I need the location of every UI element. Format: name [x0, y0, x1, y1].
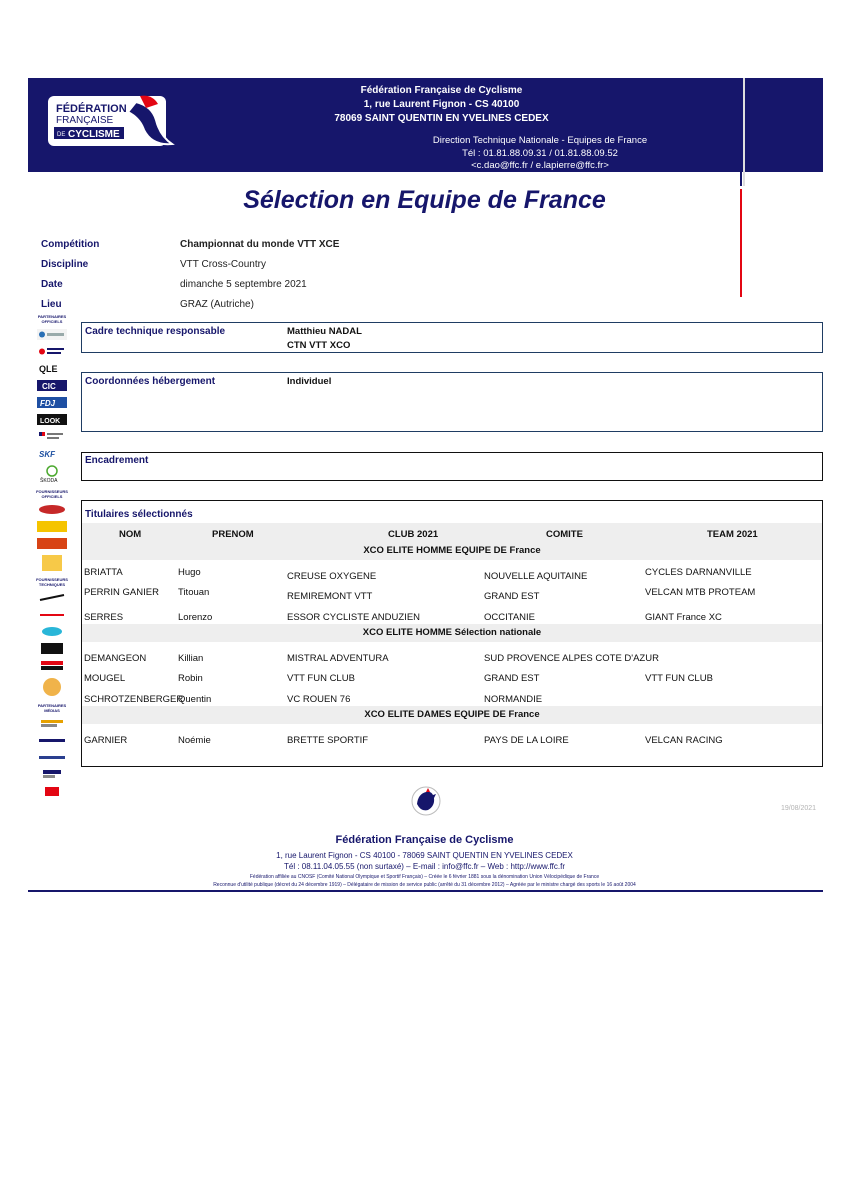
sponsor-logo-15 [37, 643, 67, 654]
footer-address: 1, rue Laurent Fignon - CS 40100 - 78069 SAINT QUENTIN EN YVELINES CEDEX [276, 851, 573, 860]
row-prenom: Lorenzo [178, 612, 213, 623]
sponsor-logo-cic [37, 380, 67, 391]
col-prenom: PRENOM [212, 529, 254, 540]
row-nom: SERRES [84, 612, 124, 623]
dtn-phone: Tél : 01.81.88.09.31 / 01.81.88.09.52 [462, 147, 618, 159]
sponsor-logo-16 [37, 660, 67, 671]
encadrement-label: Encadrement [85, 455, 149, 466]
svg-text:FDJ: FDJ [40, 399, 56, 408]
category-row: XCO ELITE HOMME Sélection nationale [82, 624, 822, 642]
rooster-icon [408, 782, 444, 818]
row-comite: GRAND EST [484, 673, 540, 684]
row-comite: GRAND EST [484, 591, 540, 602]
sponsor-logo-skoda [37, 465, 67, 483]
row-team: CYCLES DARNANVILLE [645, 567, 752, 578]
sponsor-logo-20 [37, 752, 67, 763]
sponsor-logo-12 [37, 592, 67, 603]
hebergement-label: Coordonnées hébergement [85, 376, 216, 387]
sponsor-logo-13 [37, 609, 67, 620]
lieu-label: Lieu [41, 298, 62, 310]
letterhead-banner [28, 78, 823, 172]
titulaires-label: Titulaires sélectionnés [85, 509, 193, 520]
hebergement-box [81, 372, 823, 432]
category-row: XCO ELITE DAMES EQUIPE DE France [82, 706, 822, 724]
svg-text:SKF: SKF [39, 450, 55, 459]
row-prenom: Robin [178, 673, 203, 684]
sponsor-logo-14 [37, 626, 67, 637]
sponsor-logo-9 [37, 521, 67, 532]
discipline-value: VTT Cross-Country [180, 258, 266, 270]
sponsor-logo-look [37, 414, 67, 425]
row-club: VTT FUN CLUB [287, 673, 355, 684]
row-club: VC ROUEN 76 [287, 694, 351, 705]
footer [0, 834, 849, 889]
sponsor-heading-technical: FOURNISSEURS TECHNIQUES [36, 577, 68, 587]
competition-value: Championnat du monde VTT XCE [180, 238, 340, 250]
federation-address-1: 1, rue Laurent Fignon - CS 40100 [363, 99, 520, 110]
sponsor-heading-official: PARTENAIRES OFFICIELS [37, 314, 67, 324]
row-comite: SUD PROVENCE ALPES COTE D'AZUR [484, 653, 659, 664]
row-club: ESSOR CYCLISTE ANDUZIEN [287, 612, 421, 623]
competition-label: Compétition [41, 238, 100, 250]
row-prenom: Killian [178, 653, 204, 664]
row-nom: MOUGEL [84, 673, 126, 684]
lieu-value: GRAZ (Autriche) [180, 298, 254, 310]
dtn-emails: <c.dao@ffc.fr / e.lapierre@ffc.fr> [471, 160, 609, 171]
svg-text:ŠKODA: ŠKODA [40, 478, 58, 483]
sponsor-logo-qle [37, 363, 67, 374]
sponsor-heading-suppliers: FOURNISSEURS OFFICIELS [36, 489, 68, 499]
sponsor-logo-22 [37, 786, 67, 797]
col-nom: NOM [119, 529, 142, 540]
sponsor-logo-21 [37, 769, 67, 780]
row-nom: BRIATTA [84, 567, 123, 578]
row-nom: SCHROTZENBERGER [84, 694, 184, 705]
row-comite: NOUVELLE AQUITAINE [484, 571, 588, 582]
page-title: Sélection en Equipe de France [243, 186, 606, 214]
sponsor-logo-2 [37, 346, 67, 357]
category-row: XCO ELITE HOMME EQUIPE DE France [82, 542, 822, 560]
cadre-technique-name: Matthieu NADAL [287, 326, 362, 337]
row-prenom: Noémie [178, 735, 211, 746]
sponsor-logo-10 [37, 538, 67, 549]
row-nom: PERRIN GANIER [84, 587, 159, 598]
row-prenom: Titouan [178, 587, 210, 598]
document-date: 19/08/2021 [781, 805, 817, 812]
cadre-technique-box [81, 322, 823, 353]
cadre-technique-label: Cadre technique responsable [85, 326, 226, 337]
col-club: CLUB 2021 [388, 529, 439, 540]
date-value: dimanche 5 septembre 2021 [180, 278, 307, 290]
row-comite: PAYS DE LA LOIRE [484, 735, 569, 746]
svg-text:DE: DE [57, 132, 66, 138]
footer-federation-name: Fédération Française de Cyclisme [335, 834, 514, 846]
row-team: VELCAN RACING [645, 735, 723, 746]
sponsor-logo-11 [37, 555, 67, 571]
row-comite: NORMANDIE [484, 694, 543, 705]
row-prenom: Quentin [178, 694, 212, 705]
dtn-label: Direction Technique Nationale - Equipes de France [432, 135, 648, 146]
svg-text:QLE: QLE [39, 364, 58, 374]
federation-address-2: 78069 SAINT QUENTIN EN YVELINES CEDEX [334, 113, 549, 124]
row-club: CREUSE OXYGENE [287, 571, 377, 582]
row-comite: OCCITANIE [484, 612, 536, 623]
sponsor-logo-fdj [37, 397, 67, 408]
row-team: VELCAN MTB PROTEAM [645, 587, 756, 598]
cadre-technique-role: CTN VTT XCO [287, 340, 351, 351]
col-comite: COMITE [546, 529, 583, 540]
row-club: MISTRAL ADVENTURA [287, 653, 389, 664]
row-prenom: Hugo [178, 567, 201, 578]
sponsor-logo-1 [37, 329, 67, 340]
encadrement-box [81, 452, 823, 481]
sponsor-logo-17 [37, 677, 67, 697]
svg-text:CIC: CIC [42, 382, 56, 391]
sponsor-logo-8 [37, 504, 67, 515]
date-label: Date [41, 278, 63, 290]
svg-text:FRANÇAISE: FRANÇAISE [56, 115, 114, 126]
sponsor-heading-media: PARTENAIRES MÉDIAS [37, 703, 67, 713]
discipline-label: Discipline [41, 258, 89, 270]
footer-contact: Tél : 08.11.04.05.55 (non surtaxé) – E-mail : info@ffc.fr – Web : http://www.ffc.fr [284, 862, 565, 871]
table-header [82, 523, 822, 543]
titulaires-box [81, 500, 823, 767]
col-team: TEAM 2021 [707, 529, 758, 540]
row-nom: DEMANGEON [84, 653, 147, 664]
row-team: VTT FUN CLUB [645, 673, 713, 684]
sponsor-logo-18 [37, 718, 67, 729]
federation-name: Fédération Française de Cyclisme [360, 85, 523, 96]
tricolor-stripe [740, 78, 748, 186]
footer-divider [28, 890, 823, 892]
row-club: REMIREMONT VTT [287, 591, 373, 602]
svg-text:CYCLISME: CYCLISME [68, 129, 120, 140]
row-nom: GARNIER [84, 735, 128, 746]
svg-text:FÉDÉRATION: FÉDÉRATION [56, 103, 127, 115]
sponsor-logo-ministere [37, 431, 67, 442]
footer-legal-1: Fédération affiliée au CNOSF (Comité National Olympique et Sportif Français) – Créée le 6 février 1881 sous la dénomination Union Vélocipédique de France [249, 874, 600, 880]
competition-info [41, 234, 339, 314]
row-club: BRETTE SPORTIF [287, 735, 369, 746]
sponsor-logo-19 [37, 735, 67, 746]
svg-text:LOOK: LOOK [40, 418, 61, 425]
footer-legal-2: Reconnue d'utilité publique (décret du 24 décembre 1919) – Délégataire de mission de service public (arrêté du 31 décembre 2012) – Agréée par le ministre chargé des sports le 16 août 2004 [213, 882, 636, 888]
sponsor-column [31, 312, 73, 803]
row-team: GIANT France XC [645, 612, 722, 623]
sponsor-logo-skf [37, 448, 67, 459]
hebergement-value: Individuel [287, 376, 332, 387]
